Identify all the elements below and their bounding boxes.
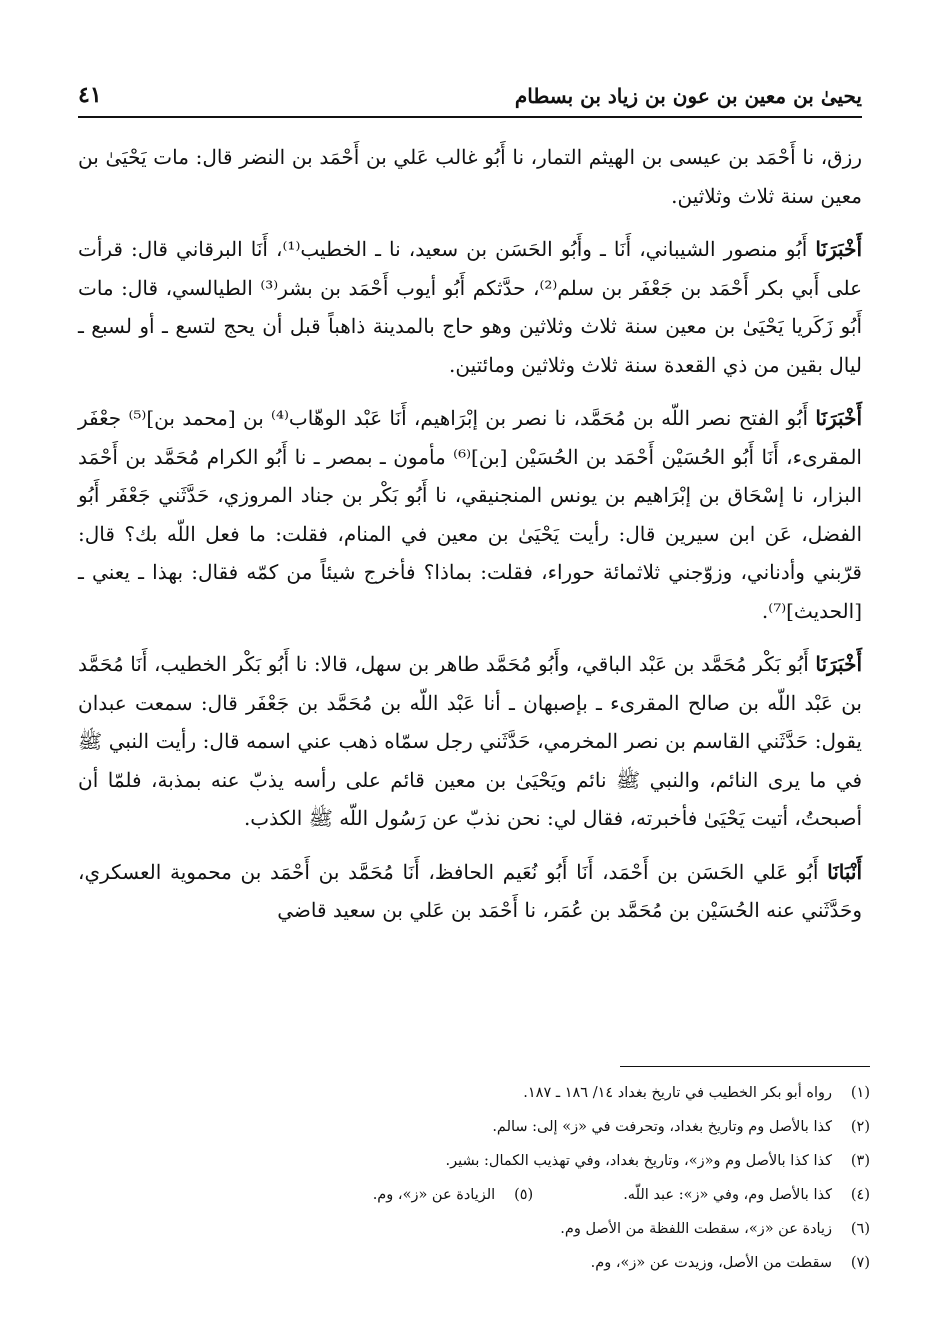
footnote-row-4-5 [80, 1178, 870, 1212]
paragraph-4: أَخْبَرَنَا أَبُو بَكْر مُحَمَّد بن عَبْد الباقي، وأَبُو مُحَمَّد طاهر بن سهل، قالا: نا أَبُو بَكْر الخطيب، أَنَا مُحَمَّد بن عَبْد اللّه بن صالح المقرىء ـ بإصبهان ـ أنا عَبْد اللّه بن مُحَمَّد بن جَعْفَر قال: سمعت عبدان يقول: حَدَّثَني القاسم بن نصر المخرمي، حَدَّثَني رجل سمّاه ذهب عني اسمه قال: رأيت النبي ﷺ في ما يرى النائم، والنبي ﷺ نائم ويَحْيَىٰ بن معين قائم على رأسه يذبّ عنه بمذبة، فلمّا أن أصبحتُ، أتيت يَحْيَىٰ فأخبرته، فقال لي: نحن نذبّ عن رَسُول اللّه ﷺ الكذب. [78, 652, 862, 830]
footnote-6: (٦) زيادة عن «ز»، سقطت اللفظة من الأصل وم. [560, 1221, 870, 1237]
paragraph-1: رزق، نا أَحْمَد بن عيسى بن الهيثم التمار، نا أَبُو غالب عَلي بن أَحْمَد بن النضر قال: مات يَحْيَىٰ بن معين سنة ثلاث وثلاثين. [78, 145, 862, 208]
footnote-1: (١) رواه أبو بكر الخطيب في تاريخ بغداد ١٤/ ١٨٦ ـ ١٨٧. [523, 1085, 870, 1101]
footnote-3: (٣) كذا كذا بالأصل وم و«ز»، وتاريخ بغداد، وفي تهذيب الكمال: بشير. [445, 1153, 870, 1169]
footnote-4: (٤) كذا بالأصل وم، وفي «ز»: عبد اللّه. [623, 1187, 870, 1203]
paragraph-2: أَخْبَرَنَا أَبُو منصور الشيباني، أَنَا ـ وأَبُو الحَسَن بن سعيد، نا ـ الخطيب⁽¹⁾، أَنَا البرقاني قال: قرأت على أَبي بكر أَحْمَد بن جَعْفَر بن سلم⁽²⁾، حدَّثكم أَبُو أيوب أَحْمَد بن بشر⁽³⁾ الطيالسي، قال: مات أَبُو زَكَريا يَحْيَىٰ بن معين سنة ثلاث وثلاثين وهو حاج بالمدينة ذاهباً قبل أن يحج لتسع ـ أو لسبع ـ ليال بقين من ذي القعدة سنة ثلاث وثلاثين ومائتين. [78, 237, 863, 377]
paragraph-3: أَخْبَرَنَا أَبُو الفتح نصر اللّه بن مُحَمَّد، نا نصر بن إبْرَاهيم، أَنَا عَبْد الوهّاب⁽⁴⁾ بن [محمد بن]⁽⁵⁾ جعْفَر المقرىء، أَنَا أَبُو الحُسَيْن أَحْمَد بن الحُسَيْن [بن]⁽⁶⁾ مأمون ـ بمصر ـ نا أَبُو الكرام مُحَمَّد بن أَحْمَد البزار، نا إسْحَاق بن إبْرَاهيم بن يونس المنجنيقي، نا أَبُو بَكْر بن جناد المروزي، حَدَّثَني جَعْفَر أَبُو الفضل، عَن ابن سيرين قال: رأيت يَحْيَىٰ بن معين في المنام، فقلت: ما فعل اللّه بك؟ قال: قرّبني وأدناني، وزوّجني ثلاثمائة حوراء، فقلت: بماذا؟ فأخرج شيئاً من كمّه فقال: بهذا ـ يعني ـ [الحديث]⁽⁷⁾. [78, 406, 862, 623]
paragraph-5-lead: أَنْبَانَا [827, 859, 863, 884]
page-header [78, 68, 862, 108]
footnote-2: (٢) كذا بالأصل وم وتاريخ بغداد، وتحرفت في «ز» إلى: سالم. [492, 1119, 870, 1135]
paragraph-3-lead: أَخْبَرَنَا [815, 406, 862, 430]
page-number: ٤١ [78, 82, 102, 108]
paragraph-4-lead: أَخْبَرَنَا [815, 652, 862, 676]
paragraph-5: أَنْبَانَا أَبُو عَلي الحَسَن بن أَحْمَد، أَنَا أَبُو نُعَيم الحافظ، أَنَا مُحَمَّد بن أَحْمَد بن محموية العسكري، وحَدَّثَني عنه الحُسَيْن بن مُحَمَّد بن عُمَر، نا أَحْمَد بن عَلي بن سعيد قاضي [78, 859, 863, 922]
paragraph-2-lead: أَخْبَرَنَا [815, 237, 863, 261]
footnote-rule [620, 1066, 870, 1067]
footnote-5: (٥) الزيادة عن «ز»، وم. [372, 1187, 534, 1203]
footnotes [80, 1076, 870, 1280]
main-text [78, 138, 862, 945]
running-title: يحيىٰ بن معين بن عون بن زياد بن بسطام [514, 84, 862, 108]
footnote-7: (٧) سقطت من الأصل، وزيدت عن «ز»، وم. [590, 1255, 870, 1271]
header-rule [78, 116, 862, 118]
